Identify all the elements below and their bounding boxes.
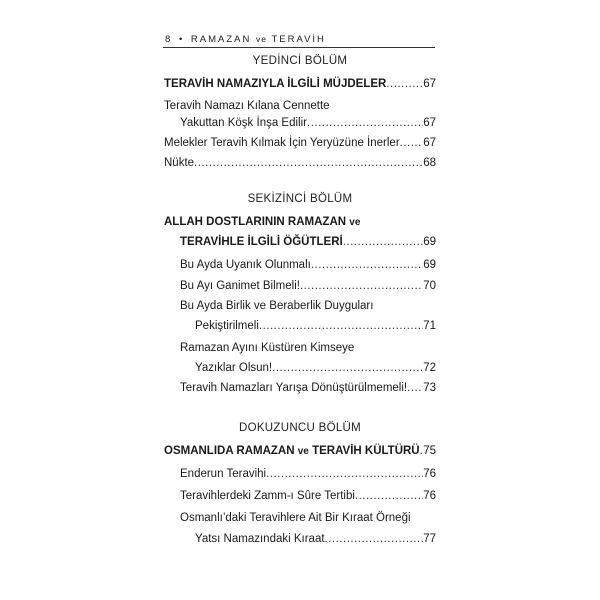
toc-entry-title: Bu Ayda Uyanık Olunmalı bbox=[180, 259, 311, 271]
running-head-left: RAMAZAN bbox=[190, 34, 252, 45]
toc-entry bbox=[195, 320, 436, 332]
toc-entry bbox=[164, 137, 436, 149]
dot-leader bbox=[386, 78, 423, 90]
toc-entry-page: 67 bbox=[423, 137, 436, 149]
toc-entry-page: 71 bbox=[423, 320, 436, 332]
toc-entry-page: 70 bbox=[423, 280, 436, 292]
toc-entry-title: Nükte bbox=[164, 157, 195, 169]
toc-entry bbox=[180, 490, 436, 502]
toc-entry bbox=[180, 117, 436, 129]
toc-entry bbox=[195, 533, 436, 545]
dot-leader bbox=[300, 280, 423, 292]
toc-entry-title: Teravih Namazları Yarışa Dönüştürülmemeli! bbox=[180, 382, 408, 394]
toc-entry-title-small: ve bbox=[297, 446, 309, 457]
toc-entry-title: Pekiştirilmeli bbox=[195, 320, 259, 332]
toc-entry-title: TERAVİHLE İLGİLİ ÖĞÜTLERİ bbox=[180, 236, 343, 248]
toc-entry-page: 76 bbox=[423, 490, 436, 502]
bullet-separator: • bbox=[178, 34, 183, 45]
page-number: 8 bbox=[165, 34, 171, 45]
toc-entry bbox=[164, 445, 436, 457]
toc-entry-page: 73 bbox=[423, 382, 436, 394]
dot-leader bbox=[407, 382, 423, 394]
toc-entry-page: 69 bbox=[423, 236, 436, 248]
running-head bbox=[165, 34, 326, 45]
toc-entry-line1: Ramazan Ayını Küstüren Kimseye bbox=[180, 342, 355, 354]
dot-leader bbox=[266, 468, 423, 480]
toc-entry-page: 67 bbox=[423, 78, 436, 90]
toc-entry-page: 72 bbox=[423, 362, 436, 374]
toc-entry bbox=[164, 157, 436, 169]
section-heading-8: SEKİZİNCİ BÖLÜM bbox=[247, 193, 353, 205]
dot-leader bbox=[311, 259, 423, 271]
toc-entry bbox=[195, 362, 436, 374]
toc-entry-title: Yatsı Namazındaki Kıraat bbox=[195, 533, 325, 545]
toc-entry-title: TERAVİH NAMAZIYLA İLGİLİ MÜJDELER bbox=[164, 78, 387, 90]
running-head-right: TERAVİH bbox=[271, 34, 326, 45]
toc-entry-title-rest: TERAVİH KÜLTÜRÜ bbox=[312, 445, 420, 457]
toc-entry-line1-small: ve bbox=[349, 217, 361, 228]
toc-entry-page: 75 bbox=[423, 445, 436, 457]
toc-entry bbox=[180, 259, 436, 271]
toc-entry-page: 69 bbox=[423, 259, 436, 271]
toc-entry bbox=[164, 78, 436, 90]
dot-leader bbox=[325, 533, 424, 545]
toc-entry bbox=[180, 468, 436, 480]
toc-entry-title: Melekler Teravih Kılmak İçin Yeryüzüne İnerler bbox=[164, 137, 400, 149]
toc-entry-line1: Osmanlı’daki Teravihlere Ait Bir Kıraat Örneği bbox=[180, 512, 411, 524]
dot-leader bbox=[259, 320, 423, 332]
dot-leader bbox=[194, 157, 423, 169]
section-heading-7: YEDİNCİ BÖLÜM bbox=[252, 55, 348, 67]
toc-entry-title-part: OSMANLIDA RAMAZAN bbox=[164, 445, 295, 457]
section-heading-9: DOKUZUNCU BÖLÜM bbox=[238, 422, 362, 434]
dot-leader bbox=[343, 236, 424, 248]
toc-entry bbox=[180, 382, 436, 394]
dot-leader bbox=[307, 117, 423, 129]
toc-entry-page: 68 bbox=[423, 157, 436, 169]
toc-entry-page: 77 bbox=[423, 533, 436, 545]
toc-entry-title: Enderun Teravihi bbox=[180, 468, 267, 480]
toc-entry-line1-text: ALLAH DOSTLARININ RAMAZAN bbox=[164, 216, 347, 228]
toc-entry-title bbox=[164, 445, 420, 457]
toc-entry-line1: Bu Ayda Birlik ve Beraberlik Duyguları bbox=[180, 300, 374, 312]
toc-entry-page: 76 bbox=[423, 468, 436, 480]
toc-entry-page: 67 bbox=[423, 117, 436, 129]
toc-entry bbox=[180, 236, 436, 248]
dot-leader bbox=[355, 490, 423, 502]
dot-leader bbox=[272, 362, 423, 374]
toc-entry-line1 bbox=[164, 216, 360, 228]
toc-entry-line1: Teravih Namazı Kılana Cennette bbox=[164, 100, 330, 112]
toc-entry bbox=[180, 280, 436, 292]
toc-entry-title: Yazıklar Olsun! bbox=[195, 362, 273, 374]
header-rule bbox=[163, 47, 435, 48]
toc-entry-title: Teravihlerdeki Zamm-ı Sûre Tertibi bbox=[180, 490, 355, 502]
running-head-amp: ve bbox=[256, 34, 267, 44]
toc-entry-title: Bu Ayı Ganimet Bilmeli! bbox=[180, 280, 300, 292]
toc-entry-title: Yakuttan Köşk İnşa Edilir bbox=[180, 117, 307, 129]
dot-leader bbox=[400, 137, 424, 149]
